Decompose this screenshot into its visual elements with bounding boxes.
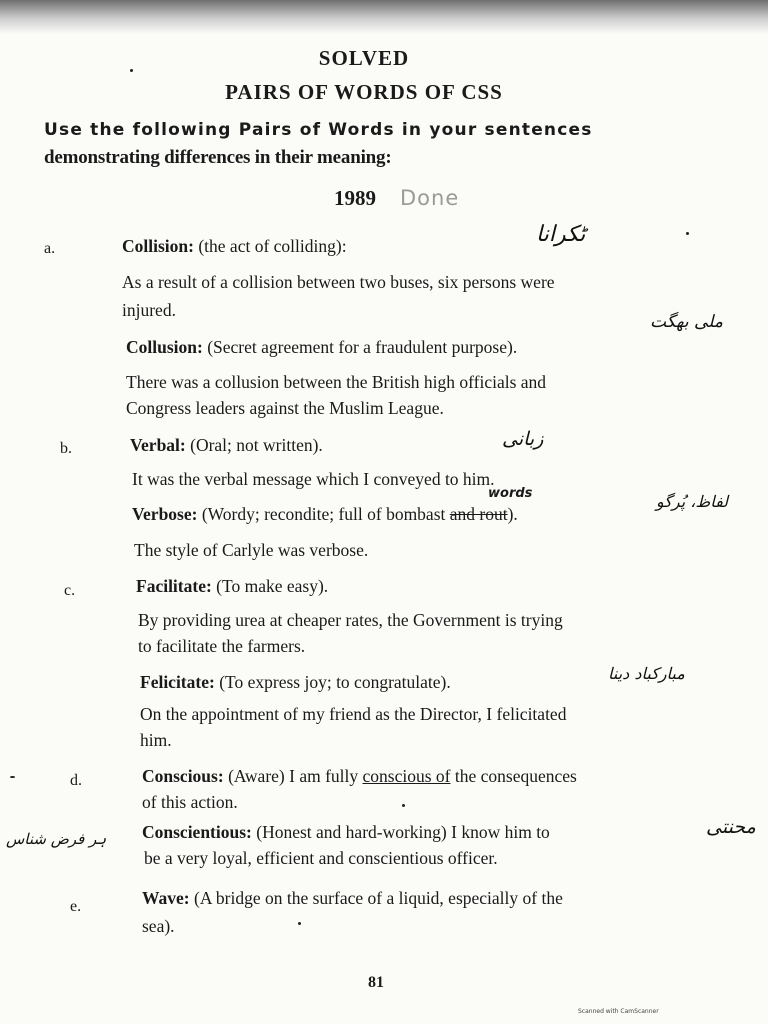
definition-verbose: (Wordy; recondite; full of bombast bbox=[197, 504, 450, 524]
section-letter-d: d. bbox=[70, 772, 82, 789]
example-collision-2: injured. bbox=[122, 300, 176, 320]
section-letter-a: a. bbox=[44, 240, 56, 257]
section-letter-c: c. bbox=[64, 582, 76, 599]
handwritten-correction-words: words bbox=[488, 486, 533, 501]
entry-felicitate bbox=[140, 670, 451, 694]
definition-felicitate: (To express joy; to congratulate). bbox=[214, 672, 451, 692]
urdu-note-conscientious-right: محنتی bbox=[706, 816, 756, 838]
definition-conscious-a: (Aware) I am fully bbox=[223, 766, 363, 786]
instruction-line-2: demonstrating differences in their meaning: bbox=[44, 147, 392, 168]
speck bbox=[402, 804, 405, 807]
term-wave: Wave: bbox=[142, 888, 190, 908]
speck bbox=[298, 922, 301, 925]
example-wave-2: sea). bbox=[142, 916, 175, 936]
example-felicitate-1: On the appointment of my friend as the Director, I felicitated bbox=[140, 704, 567, 724]
definition-collision: (the act of colliding): bbox=[193, 236, 347, 256]
term-collusion: Collusion: bbox=[126, 337, 203, 357]
definition-facilitate: (To make easy). bbox=[211, 576, 329, 596]
example-verbose-1: The style of Carlyle was verbose. bbox=[134, 540, 369, 560]
term-verbal: Verbal: bbox=[130, 435, 186, 455]
entry-wave bbox=[142, 886, 563, 910]
header-solved: SOLVED bbox=[318, 46, 410, 70]
definition-verbose-end: ). bbox=[507, 504, 518, 524]
entry-facilitate bbox=[136, 574, 328, 598]
instruction bbox=[44, 116, 694, 172]
section-letter-b: b. bbox=[60, 440, 72, 457]
urdu-note-verbose: لفاظ، پُرگو bbox=[656, 492, 729, 511]
entry-conscious bbox=[142, 764, 577, 788]
definition-conscious-b: the consequences bbox=[450, 766, 577, 786]
term-verbose: Verbose: bbox=[132, 504, 198, 524]
definition-wave: (A bridge on the surface of a liquid, especially of the bbox=[189, 888, 563, 908]
speck bbox=[10, 776, 15, 778]
page-title: PAIRS OF WORDS OF CSS bbox=[225, 80, 503, 104]
definition-collusion: (Secret agreement for a fraudulent purpose). bbox=[202, 337, 518, 357]
year-heading: 1989 bbox=[334, 186, 376, 210]
section-letter-e: e. bbox=[70, 898, 82, 915]
speck bbox=[686, 232, 689, 235]
term-facilitate: Facilitate: bbox=[136, 576, 212, 596]
entry-conscientious bbox=[142, 820, 550, 844]
example-felicitate-2: him. bbox=[140, 730, 172, 750]
urdu-note-collision: ٹکرانا bbox=[536, 222, 586, 247]
definition-verbal: (Oral; not written). bbox=[185, 435, 323, 455]
example-verbal-1: It was the verbal message which I conveyed to him. bbox=[132, 469, 495, 489]
urdu-note-felicitate: مبارکباد دینا bbox=[608, 664, 685, 683]
example-facilitate-1: By providing urea at cheaper rates, the Government is trying bbox=[138, 610, 563, 630]
speck bbox=[130, 69, 133, 72]
example-collision-1: As a result of a collision between two buses, six persons were bbox=[122, 272, 555, 292]
page-number: 81 bbox=[368, 974, 384, 991]
entry-collusion bbox=[126, 335, 517, 359]
year-handwritten-note: Done bbox=[400, 186, 460, 210]
struck-text-verbose: and rout bbox=[449, 504, 508, 524]
definition-conscientious: (Honest and hard-working) I know him to bbox=[251, 822, 550, 842]
entry-collision bbox=[122, 234, 347, 258]
urdu-note-collusion: ملی بھگت bbox=[650, 312, 723, 332]
example-conscientious-2: be a very loyal, efficient and conscientious officer. bbox=[144, 848, 498, 868]
term-collision: Collision: bbox=[122, 236, 194, 256]
urdu-note-conscientious-left: ہر فرض شناس bbox=[6, 830, 107, 848]
instruction-line-1: Use the following Pairs of Words in your sentences bbox=[44, 120, 593, 140]
entry-verbose bbox=[132, 502, 518, 526]
term-conscientious: Conscientious: bbox=[142, 822, 252, 842]
example-facilitate-2: to facilitate the farmers. bbox=[138, 636, 306, 656]
scan-shadow bbox=[0, 0, 768, 34]
scanner-watermark: Scanned with CamScanner bbox=[578, 1008, 659, 1015]
urdu-note-verbal: زبانی bbox=[502, 428, 544, 450]
term-conscious: Conscious: bbox=[142, 766, 224, 786]
underlined-phrase-conscious-of: conscious of bbox=[362, 766, 451, 786]
entry-verbal bbox=[130, 433, 323, 457]
example-collusion-1: There was a collusion between the British high officials and bbox=[126, 372, 547, 392]
example-conscious-2: of this action. bbox=[142, 792, 238, 812]
term-felicitate: Felicitate: bbox=[140, 672, 215, 692]
example-collusion-2: Congress leaders against the Muslim League. bbox=[126, 398, 444, 418]
